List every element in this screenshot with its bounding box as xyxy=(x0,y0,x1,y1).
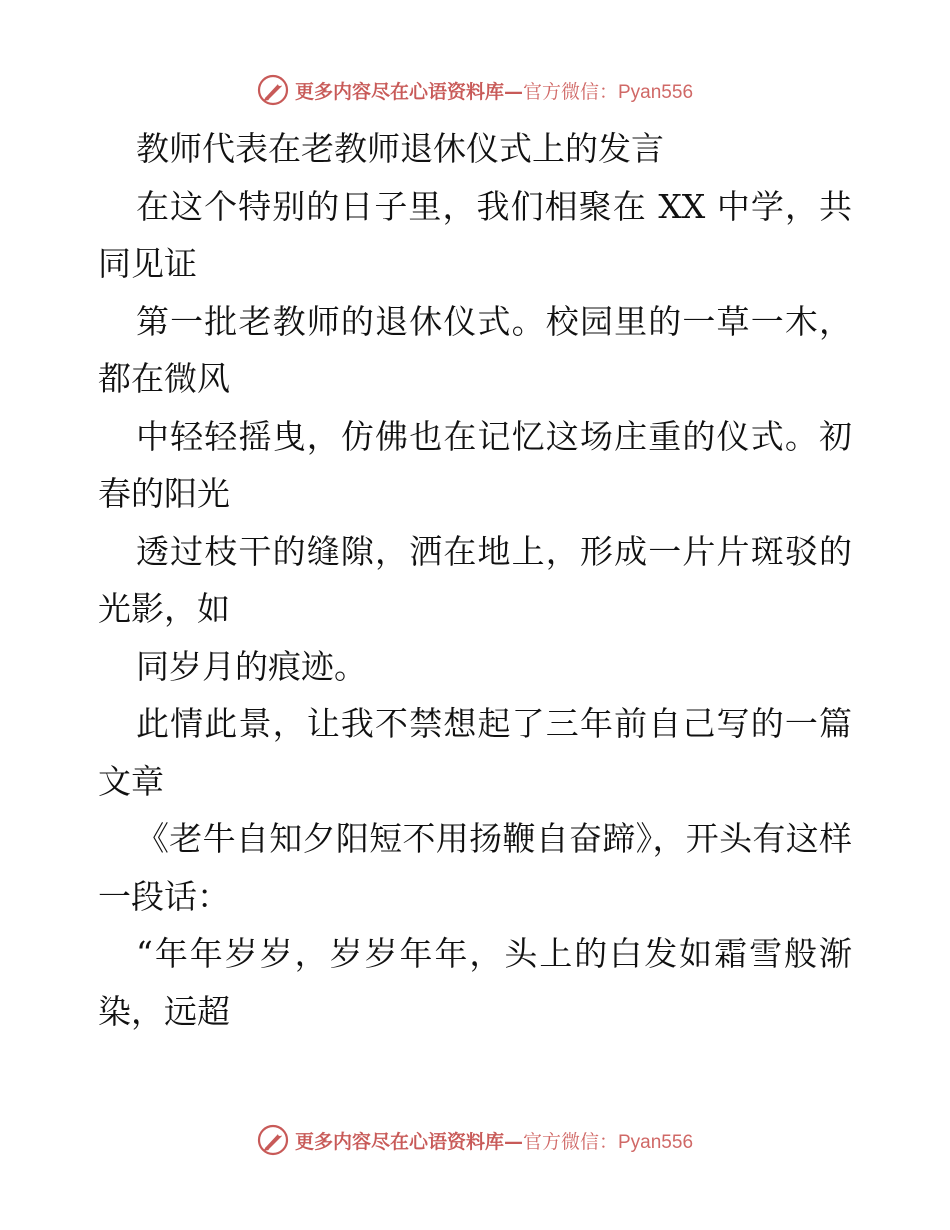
paragraph: 第一批老教师的退休仪式。校园里的一草一木，都在微风 xyxy=(98,301,852,398)
quill-pen-logo-icon xyxy=(257,74,289,106)
document-body xyxy=(98,120,852,1040)
header-banner xyxy=(0,72,950,108)
paragraph: 透过枝干的缝隙，洒在地上，形成一片片斑驳的光影，如 xyxy=(98,531,852,628)
paragraph: 中轻轻摇曳，仿佛也在记忆这场庄重的仪式。初春的阳光 xyxy=(98,416,852,513)
paragraph: “年年岁岁，岁岁年年，头上的白发如霜雪般渐染，远超 xyxy=(98,934,852,1031)
footer-banner xyxy=(0,1122,950,1158)
document-title: 教师代表在老教师退休仪式上的发言 xyxy=(136,129,664,168)
banner-text: 更多内容尽在心语资料库—官方微信：Pyan556 xyxy=(294,1130,694,1153)
paragraph: 在这个特别的日子里，我们相聚在 XX 中学，共同见证 xyxy=(98,186,852,283)
banner-text: 更多内容尽在心语资料库—官方微信：Pyan556 xyxy=(294,80,694,103)
paragraph: 同岁月的痕迹。 xyxy=(136,646,367,686)
paragraph: 《老牛自知夕阳短不用扬鞭自奋蹄》，开头有这样一段话： xyxy=(98,819,852,916)
quill-pen-logo-icon xyxy=(257,1124,289,1156)
paragraph: 此情此景，让我不禁想起了三年前自己写的一篇文章 xyxy=(98,704,852,801)
banner-wechat: 官方微信：Pyan556 xyxy=(523,1131,694,1153)
banner-wechat: 官方微信：Pyan556 xyxy=(523,81,694,103)
